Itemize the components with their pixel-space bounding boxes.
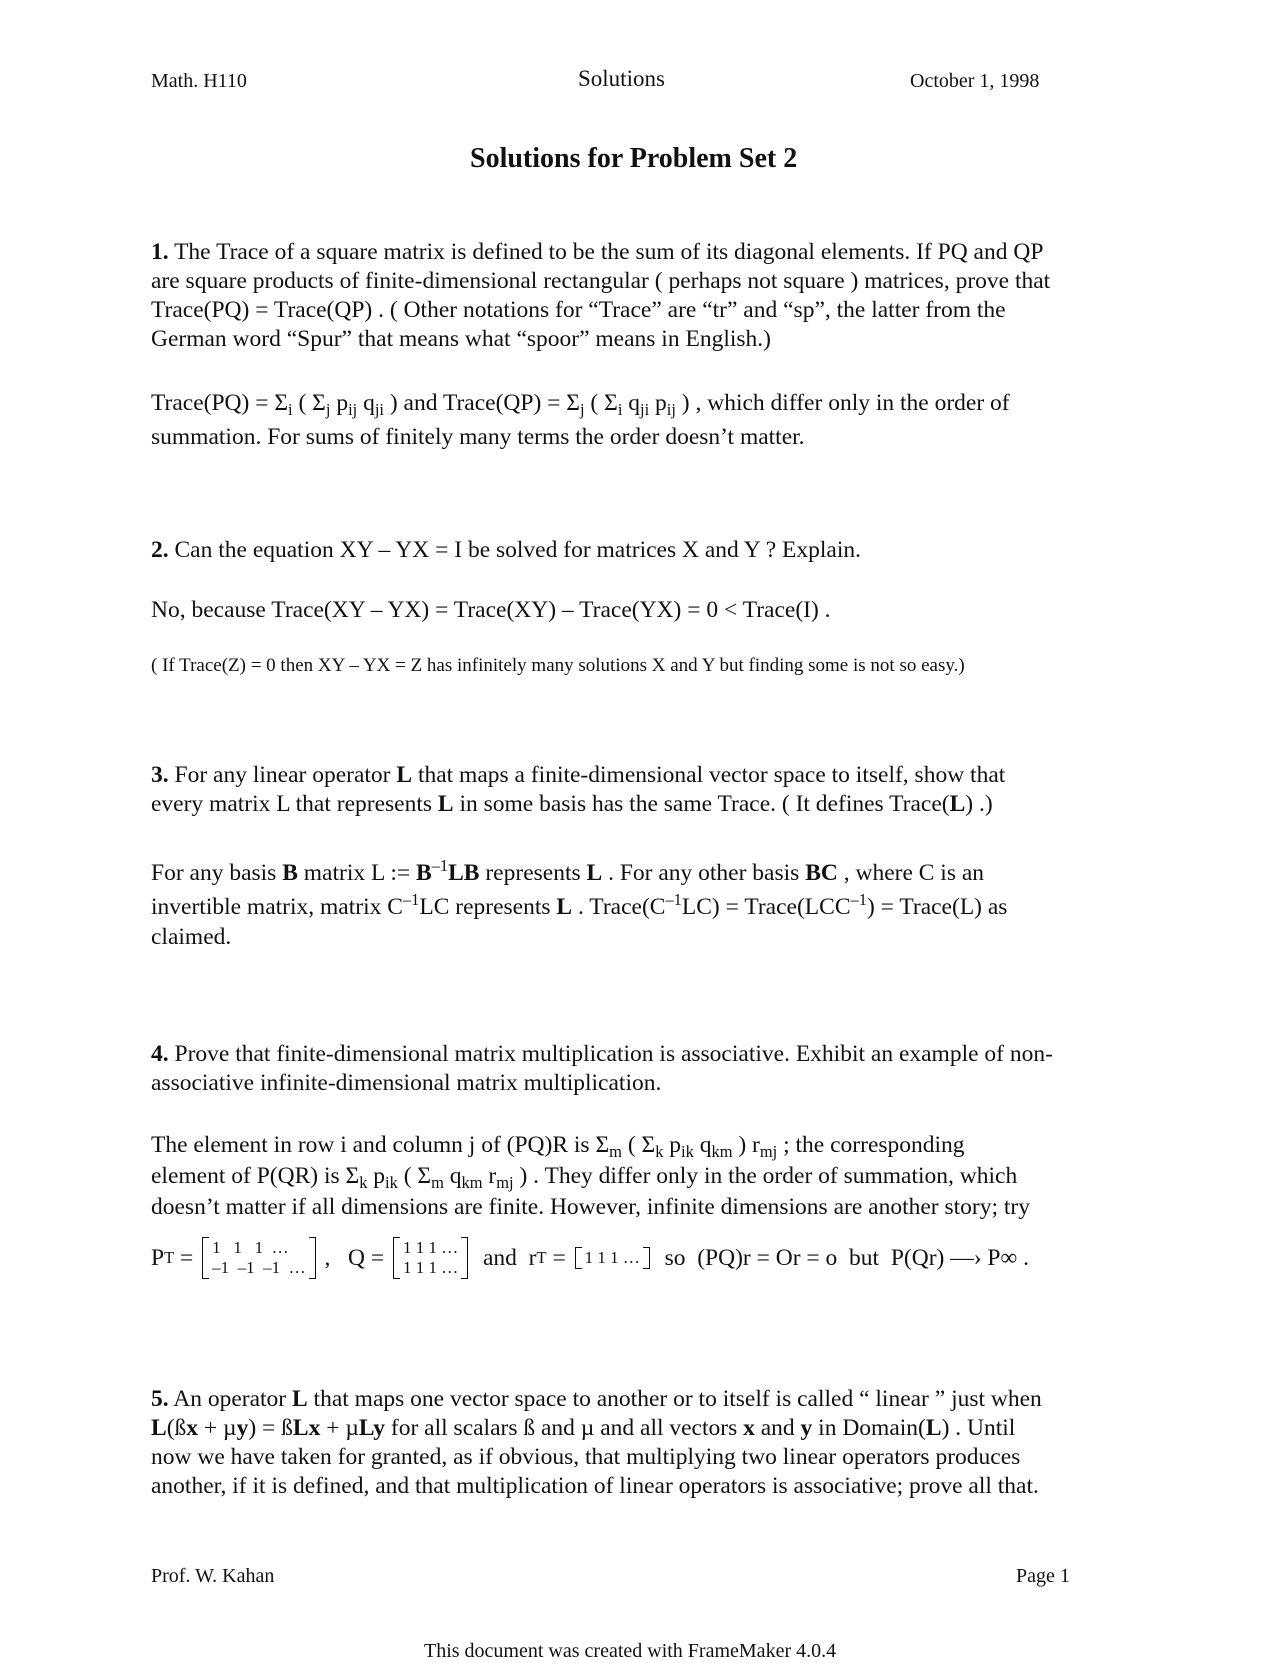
text: Lx: [292, 1415, 321, 1441]
footer-page-number: Page 1: [1016, 1565, 1070, 1587]
footer-author: Prof. W. Kahan: [151, 1565, 275, 1587]
header-date: October 1, 1998: [910, 70, 1040, 92]
text: + µ: [320, 1415, 359, 1441]
text: , where C is an: [837, 860, 985, 886]
superscript: –1: [431, 856, 449, 875]
problem-5-number: 5.: [151, 1386, 169, 1412]
problem-5-question: [151, 1385, 1131, 1501]
text: L: [556, 894, 573, 920]
text: p: [649, 390, 667, 416]
subscript: k: [359, 1173, 368, 1192]
text: =: [546, 1245, 572, 1271]
subscript: mj: [759, 1142, 778, 1161]
subscript: j: [579, 400, 585, 419]
operator-symbol: L: [396, 762, 413, 788]
text: p: [330, 390, 349, 416]
matrix-row: 1 1 1 …: [403, 1238, 459, 1257]
subscript: ij: [348, 400, 358, 419]
subscript: km: [711, 1142, 733, 1161]
text: =: [174, 1245, 200, 1271]
text: ) = Trace(L) as: [866, 894, 1008, 920]
text: that maps a finite-dimensional vector space to itself, show that: [412, 762, 1006, 788]
subscript: j: [325, 400, 331, 419]
text: ( Σ: [584, 390, 618, 416]
text-line: another, if it is defined, and that multiplication of linear operators is associative; prove all that.: [151, 1473, 1039, 1499]
text: B: [282, 860, 298, 886]
text-line: The Trace of a square matrix is defined to be the sum of its diagonal elements. If PQ and QP: [174, 239, 1044, 265]
text: P: [151, 1245, 165, 1271]
problem-4-answer: [151, 1130, 1131, 1223]
framemaker-note: This document was created with FrameMaker 4.0.4: [424, 1640, 837, 1662]
problem-2-number: 2.: [151, 537, 169, 563]
operator-symbol: L: [291, 1386, 308, 1412]
matrix-row: 1 1 1 …: [584, 1248, 640, 1267]
text-line: associative infinite-dimensional matrix multiplication.: [151, 1070, 662, 1096]
text: Can the equation XY – YX = I be solved for matrices X and Y ? Explain.: [174, 537, 862, 563]
text-line: are square products of finite-dimensional rectangular ( perhaps not square ) matrices, prove that: [151, 268, 1051, 294]
text: ) and Trace(QP) = Σ: [383, 390, 580, 416]
matrix-p-transpose: [202, 1237, 316, 1279]
text: The element in row i and column j of (PQ)R is Σ: [151, 1132, 610, 1158]
text: and: [754, 1415, 801, 1441]
text: for all scalars ß and µ and all vectors: [385, 1415, 744, 1441]
subscript: m: [609, 1142, 622, 1161]
text: p: [367, 1163, 386, 1189]
superscript: –1: [850, 890, 867, 909]
text: ( Σ: [621, 1132, 656, 1158]
text: x: [186, 1415, 199, 1441]
text-line: claimed.: [151, 924, 232, 950]
text: represents: [479, 860, 587, 886]
problem-4-example: P T = 1 1 1 … –1 –1 –1 … , Q = 1 1 1 … 1 1 1 … and r T = 1 1 1 … so (PQ)r = Or = o but P(Qr) —› P∞ .: [151, 1232, 1131, 1284]
text-line: ( If Trace(Z) = 0 then XY – YX = Z has infinitely many solutions X and Y but finding some is not so easy.): [151, 655, 965, 676]
text: in some basis has the same Trace. ( It defines Trace(: [453, 791, 950, 817]
matrix-rows: [582, 1247, 643, 1269]
text: (ß: [166, 1415, 187, 1441]
subscript: ji: [640, 400, 650, 419]
text-line: No, because Trace(XY – YX) = Trace(XY) – Trace(YX) = 0 < Trace(I) .: [151, 597, 831, 623]
text-line: now we have taken for granted, as if obvious, that multiplying two linear operators produces: [151, 1444, 1021, 1470]
text: x: [743, 1415, 755, 1441]
text: q: [357, 390, 375, 416]
text: every matrix L that represents: [151, 791, 438, 817]
problem-1-question: [151, 238, 1131, 354]
subscript: km: [461, 1173, 483, 1192]
text: ( Σ: [292, 390, 326, 416]
text: q: [443, 1163, 462, 1189]
problem-4-number: 4.: [151, 1041, 169, 1067]
problem-2-question: [151, 536, 1131, 565]
problem-1-number: 1.: [151, 239, 169, 265]
text: q: [622, 390, 641, 416]
text: Prove that finite-dimensional matrix multiplication is associative. Exhibit an example of non-: [174, 1041, 1053, 1067]
text-line: German word “Spur” that means what “spoor” means in English.): [151, 326, 771, 352]
matrix-bracket-left: [575, 1247, 582, 1269]
operator-symbol: L: [949, 791, 966, 817]
matrix-rows: [209, 1237, 309, 1279]
text: An operator: [173, 1386, 292, 1412]
matrix-bracket-left: [393, 1237, 400, 1279]
text: matrix L :=: [297, 860, 416, 886]
problem-3-question: [151, 761, 1131, 819]
text: L: [586, 860, 603, 886]
text: ( Σ: [397, 1163, 432, 1189]
text: . For any other basis: [602, 860, 806, 886]
text: LB: [448, 860, 480, 886]
text: y: [236, 1415, 249, 1441]
text: For any linear operator: [174, 762, 397, 788]
subscript: i: [617, 400, 623, 419]
subscript: m: [431, 1173, 444, 1192]
subscript: k: [655, 1142, 664, 1161]
problem-3-answer: [151, 856, 1131, 950]
text: ) . Until: [941, 1415, 1016, 1441]
subscript: ik: [681, 1142, 694, 1161]
text: LC) = Trace(LCC: [681, 894, 851, 920]
text: ) . They differ only in the order of summation, which: [513, 1163, 1018, 1189]
matrix-q: [393, 1237, 468, 1279]
text: For any basis: [151, 860, 283, 886]
header-section: Solutions: [578, 66, 665, 91]
subscript: ik: [385, 1173, 398, 1192]
problem-4-question: [151, 1040, 1131, 1098]
text: ; the corresponding: [777, 1132, 965, 1158]
subscript: ji: [374, 400, 384, 419]
text: + µ: [198, 1415, 237, 1441]
text: p: [663, 1132, 682, 1158]
text: y: [800, 1415, 813, 1441]
text-line: doesn’t matter if all dimensions are finite. However, infinite dimensions are another story; try: [151, 1194, 1030, 1220]
matrix-bracket-right: [643, 1247, 650, 1269]
text: . Trace(C: [572, 894, 666, 920]
problem-2-note: [151, 651, 1131, 680]
text: in Domain(: [812, 1415, 926, 1441]
text: Trace(PQ) = Σ: [151, 390, 289, 416]
text-line: Trace(PQ) = Trace(QP) . ( Other notations for “Trace” are “tr” and “sp”, the latter from the: [151, 297, 1006, 323]
text: ) r: [732, 1132, 760, 1158]
operator-symbol: L: [437, 791, 454, 817]
problem-1-answer: [151, 386, 1131, 454]
matrix-row: 1 1 1 …: [212, 1238, 289, 1257]
text: , Q =: [318, 1245, 390, 1271]
text: LC represents: [419, 894, 557, 920]
subscript: ij: [666, 400, 676, 419]
text: B: [416, 860, 432, 886]
superscript: –1: [665, 890, 682, 909]
text: ) , which differ only in the order of: [675, 390, 1010, 416]
matrix-bracket-right: [461, 1237, 468, 1279]
text: element of P(QR) is Σ: [151, 1163, 360, 1189]
subscript: mj: [496, 1173, 514, 1192]
text: ) .): [965, 791, 993, 817]
text: BC: [805, 860, 838, 886]
page-title: Solutions for Problem Set 2: [470, 143, 798, 174]
text: Ly: [358, 1415, 386, 1441]
text: invertible matrix, matrix C: [151, 894, 403, 920]
text: ) = ß: [248, 1415, 293, 1441]
problem-2-answer: [151, 596, 1131, 625]
subscript: i: [288, 400, 293, 419]
text: q: [693, 1132, 712, 1158]
text-line: summation. For sums of finitely many terms the order doesn’t matter.: [151, 424, 805, 450]
matrix-r-transpose: [575, 1247, 650, 1269]
matrix-row: 1 1 1 …: [403, 1258, 459, 1277]
text: so (PQ)r = Or = o but P(Qr) —› P∞ .: [652, 1245, 1029, 1271]
matrix-row: –1 –1 –1 …: [212, 1258, 306, 1277]
text: L: [925, 1415, 942, 1441]
header-course: Math. H110: [151, 70, 247, 92]
text: that maps one vector space to another or to itself is called “ linear ” just when: [307, 1386, 1042, 1412]
text: r: [482, 1163, 497, 1189]
superscript: –1: [402, 890, 420, 909]
matrix-rows: [400, 1237, 461, 1279]
matrix-bracket-left: [202, 1237, 209, 1279]
text: L: [151, 1415, 167, 1441]
matrix-bracket-right: [309, 1237, 316, 1279]
text: and r: [471, 1245, 537, 1271]
problem-3-number: 3.: [151, 762, 169, 788]
